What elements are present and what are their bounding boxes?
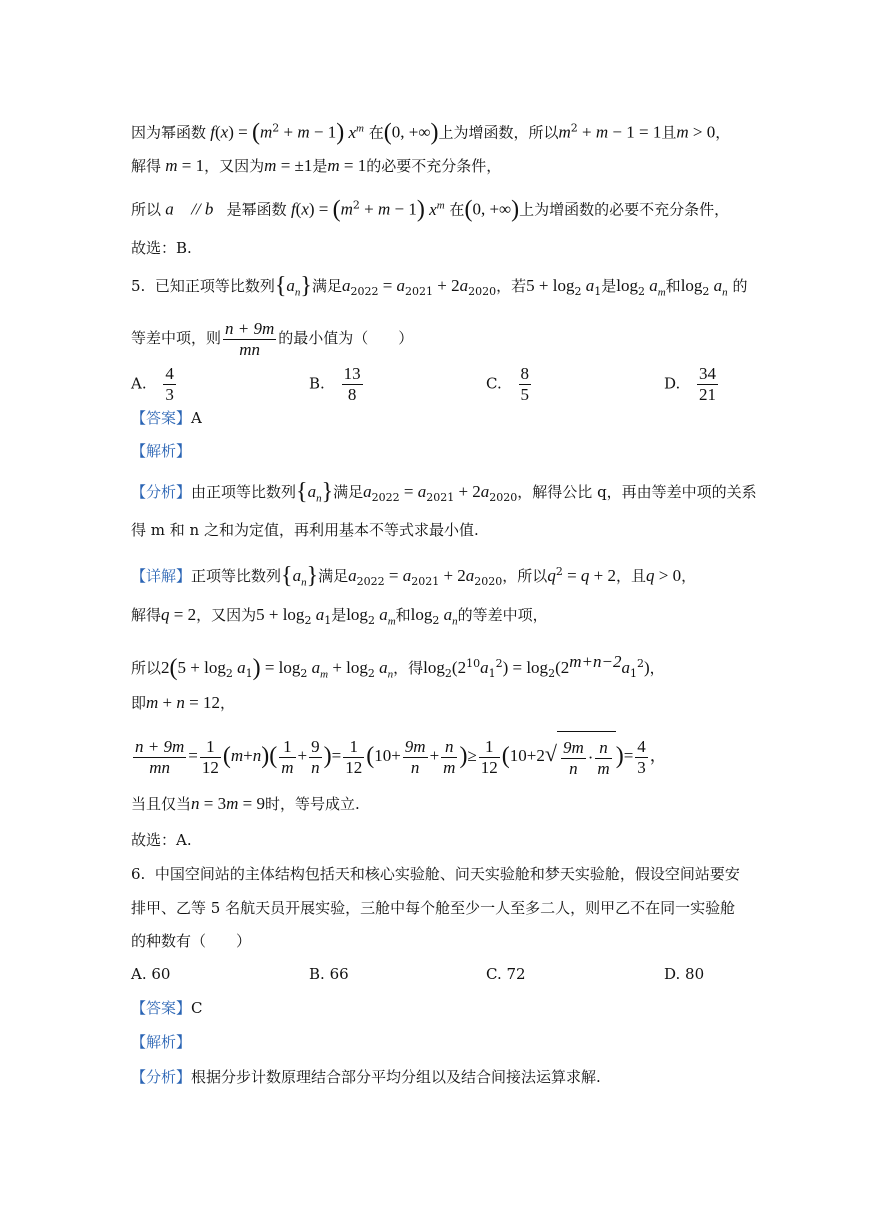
text: 即 bbox=[131, 694, 147, 712]
q5-answer bbox=[131, 404, 202, 432]
text: 正项等比数列 bbox=[191, 567, 282, 585]
q5-option-a[interactable] bbox=[131, 364, 178, 405]
q5-xiangjie-line-1: 【详解】正项等比数列$\{a_n\}$满足$a_{2022} = a_{2021} + 2a_{2020}$，所以$q^2 = q + 2$，且q > 0， bbox=[131, 563, 697, 589]
text: 的必要不充分条件， bbox=[366, 157, 502, 175]
text: 因为幂函数 bbox=[131, 123, 207, 142]
text: 上为增函数，所以 bbox=[438, 123, 559, 142]
text: ，得 bbox=[393, 659, 424, 677]
q6-option-a[interactable] bbox=[131, 960, 170, 988]
q6-stem-line-1 bbox=[131, 860, 740, 888]
option-label: B. bbox=[309, 374, 325, 393]
text: 且 bbox=[661, 123, 677, 142]
q6-stem-line-2: 排甲、乙等 5 名航天员开展实验，三舱中每个舱至少一人至多二人，则甲乙不在同一实验舱 bbox=[131, 899, 736, 917]
option-value: 72 bbox=[506, 965, 526, 983]
q5-option-d[interactable] bbox=[664, 364, 720, 405]
option-denominator: 8 bbox=[347, 385, 357, 404]
text: 解得 bbox=[131, 157, 162, 175]
option-numerator: 4 bbox=[165, 364, 174, 383]
fenxi-tag: 【分析】 bbox=[131, 1068, 192, 1086]
text: 当且仅当 bbox=[131, 795, 192, 813]
text: 根据分步计数原理结合部分平均分组以及结合间接法运算求解. bbox=[191, 1068, 601, 1086]
option-numerator: 34 bbox=[699, 364, 717, 383]
question-number: 5. bbox=[131, 277, 146, 295]
q6-analysis-tag bbox=[131, 1028, 191, 1056]
text: ，又因为 bbox=[204, 157, 265, 175]
q5-option-b[interactable] bbox=[309, 364, 365, 405]
q5-equality-condition: 当且仅当n = 3m = 9时，等号成立. bbox=[131, 794, 360, 813]
prev-line-2: 解得 m = 1，又因为m = ±1是m = 1的必要不充分条件， bbox=[131, 156, 502, 175]
text: ，又因为 bbox=[196, 606, 257, 624]
q6-fenxi bbox=[131, 1063, 601, 1091]
text: 满足 bbox=[318, 567, 349, 585]
option-denominator: 21 bbox=[699, 385, 717, 404]
analysis-tag: 【解析】 bbox=[131, 442, 192, 460]
text: 上为增函数的必要不充分条件， bbox=[519, 200, 730, 219]
answer-value: C bbox=[191, 999, 203, 1017]
text: ， bbox=[649, 659, 665, 677]
analysis-tag: 【解析】 bbox=[131, 1033, 192, 1051]
text: 是 bbox=[312, 157, 328, 175]
text: 的 bbox=[732, 277, 748, 295]
text: ，且 bbox=[616, 567, 647, 585]
option-label: D. bbox=[664, 374, 681, 393]
q5-fenxi-line-1: 【分析】由正项等比数列$\{a_n\}$满足$a_{2022} = a_{2021} + 2a_{2020}$，解得公比 q，再由等差中项的关系 bbox=[131, 479, 757, 505]
text: 满足 bbox=[311, 277, 342, 295]
text: 在 bbox=[368, 123, 384, 142]
text: 是 bbox=[331, 606, 347, 624]
q6-option-b[interactable] bbox=[309, 960, 349, 988]
answer-tag: 【答案】 bbox=[131, 999, 192, 1017]
text: 已知正项等比数列 bbox=[154, 277, 275, 295]
question-number: 6. bbox=[131, 865, 146, 883]
text: 的等差中项， bbox=[457, 606, 548, 624]
q6-stem-line-3: 的种数有（ ） bbox=[131, 932, 252, 950]
text: ，若 bbox=[496, 277, 527, 295]
q6-option-c[interactable] bbox=[486, 960, 526, 988]
q6-option-d[interactable] bbox=[664, 960, 704, 988]
text: 是幂函数 bbox=[226, 200, 287, 219]
q5-analysis-tag bbox=[131, 437, 191, 465]
q5-stem-line-2: 等差中项，则 $\frac{n + 9m}{mn}$ 的最小值为（ ） bbox=[131, 318, 414, 359]
option-value: 80 bbox=[685, 965, 705, 983]
option-label: A. bbox=[131, 965, 147, 983]
q5-xiangjie-line-2: 解得q = 2，又因为$5 + \log_2 a_1$是$\log_2 a_m$和$\log_2 a_n$的等差中项， bbox=[131, 605, 548, 628]
text: 由正项等比数列 bbox=[191, 483, 297, 501]
q5-option-c[interactable] bbox=[486, 364, 533, 405]
text: 中国空间站的主体结构包括天和核心实验舱、问天实验舱和梦天实验舱，假设空间站要安 bbox=[154, 865, 740, 883]
text: 所以 bbox=[131, 200, 162, 219]
option-label: C. bbox=[486, 965, 502, 983]
option-numerator: 8 bbox=[520, 364, 529, 383]
option-denominator: 5 bbox=[520, 385, 529, 404]
text: ， bbox=[219, 694, 235, 712]
text: ，所以 bbox=[502, 567, 548, 585]
option-label: D. bbox=[664, 965, 681, 983]
q5-xiangjie-line-3: 所以$2(5 + \log_2 a_1) = \log_2 a_m + \log_2 a_n$，得$\log_2(2^{10}a_1^2) = \log_2(2^{m+n-2}a_1^2)$， bbox=[131, 652, 665, 681]
text: 满足 bbox=[333, 483, 364, 501]
option-denominator: 3 bbox=[165, 385, 174, 404]
option-label: C. bbox=[486, 374, 502, 393]
option-label: B. bbox=[309, 965, 325, 983]
option-numerator: 13 bbox=[343, 364, 361, 383]
text: 和 bbox=[665, 277, 681, 295]
q5-xiangjie-line-4: 即m + n = 12， bbox=[131, 693, 235, 712]
text: 等差中项，则 bbox=[131, 329, 222, 347]
option-value: 66 bbox=[329, 965, 349, 983]
q5-stem-line-1: 5. 已知正项等比数列$\{a_n\}$满足$a_{2022} = a_{2021} + 2a_{2020}$，若$5 + \log_2 a_1$是$\log_2 a_m$和$\log_2 a_n$ 的 bbox=[131, 273, 748, 299]
q6-answer bbox=[131, 994, 203, 1022]
prev-line-4: 故选：B. bbox=[131, 239, 192, 257]
option-label: A. bbox=[131, 374, 147, 393]
text: 和 bbox=[395, 606, 411, 624]
option-value: 60 bbox=[151, 965, 171, 983]
xiangjie-tag: 【详解】 bbox=[131, 567, 192, 585]
prev-line-3: 所以 a⃗ // b⃗是幂函数 $f(x) = (m^2 + m - 1)$ $x^m$ 在(0, +∞)上为增函数的必要不充分条件， bbox=[131, 196, 730, 223]
text: 时，等号成立. bbox=[264, 795, 360, 813]
text: ， bbox=[681, 567, 697, 585]
text: 在 bbox=[449, 200, 465, 219]
text: 是 bbox=[601, 277, 617, 295]
q5-fenxi-line-2: 得 m 和 n 之和为定值，再利用基本不等式求最小值. bbox=[131, 521, 479, 539]
text: 的最小值为（ ） bbox=[278, 329, 414, 347]
answer-value: A bbox=[191, 409, 202, 427]
fenxi-tag: 【分析】 bbox=[131, 483, 192, 501]
text: ，解得公比 q，再由等差中项的关系 bbox=[517, 483, 757, 501]
q5-end: 故选：A. bbox=[131, 831, 192, 849]
text: 解得 bbox=[131, 606, 162, 624]
q5-inequality: $\frac{n + 9m}{mn}$ = $\frac{1}{12}$ (m+n)( $\frac{1}{m}$ + $\frac{9}{n}$ )= $\frac{1}{12}$ (10+ $\frac{9m}{n}$ + $\frac{n}{m}$ )≥ $\frac{1}{12}$ (10+2√ $\frac{9m}{n}$ · $\frac{n}{m}$ )= $\frac{4}{3}$ ， bbox=[131, 728, 667, 784]
prev-line-1: 因为幂函数 $f(x) = (m^2 + m - 1)$ $x^m$ 在(0, +∞)上为增函数，所以$m^2 + m - 1 = 1$且m > 0， bbox=[131, 119, 731, 146]
answer-tag: 【答案】 bbox=[131, 409, 192, 427]
text: 所以 bbox=[131, 659, 162, 677]
